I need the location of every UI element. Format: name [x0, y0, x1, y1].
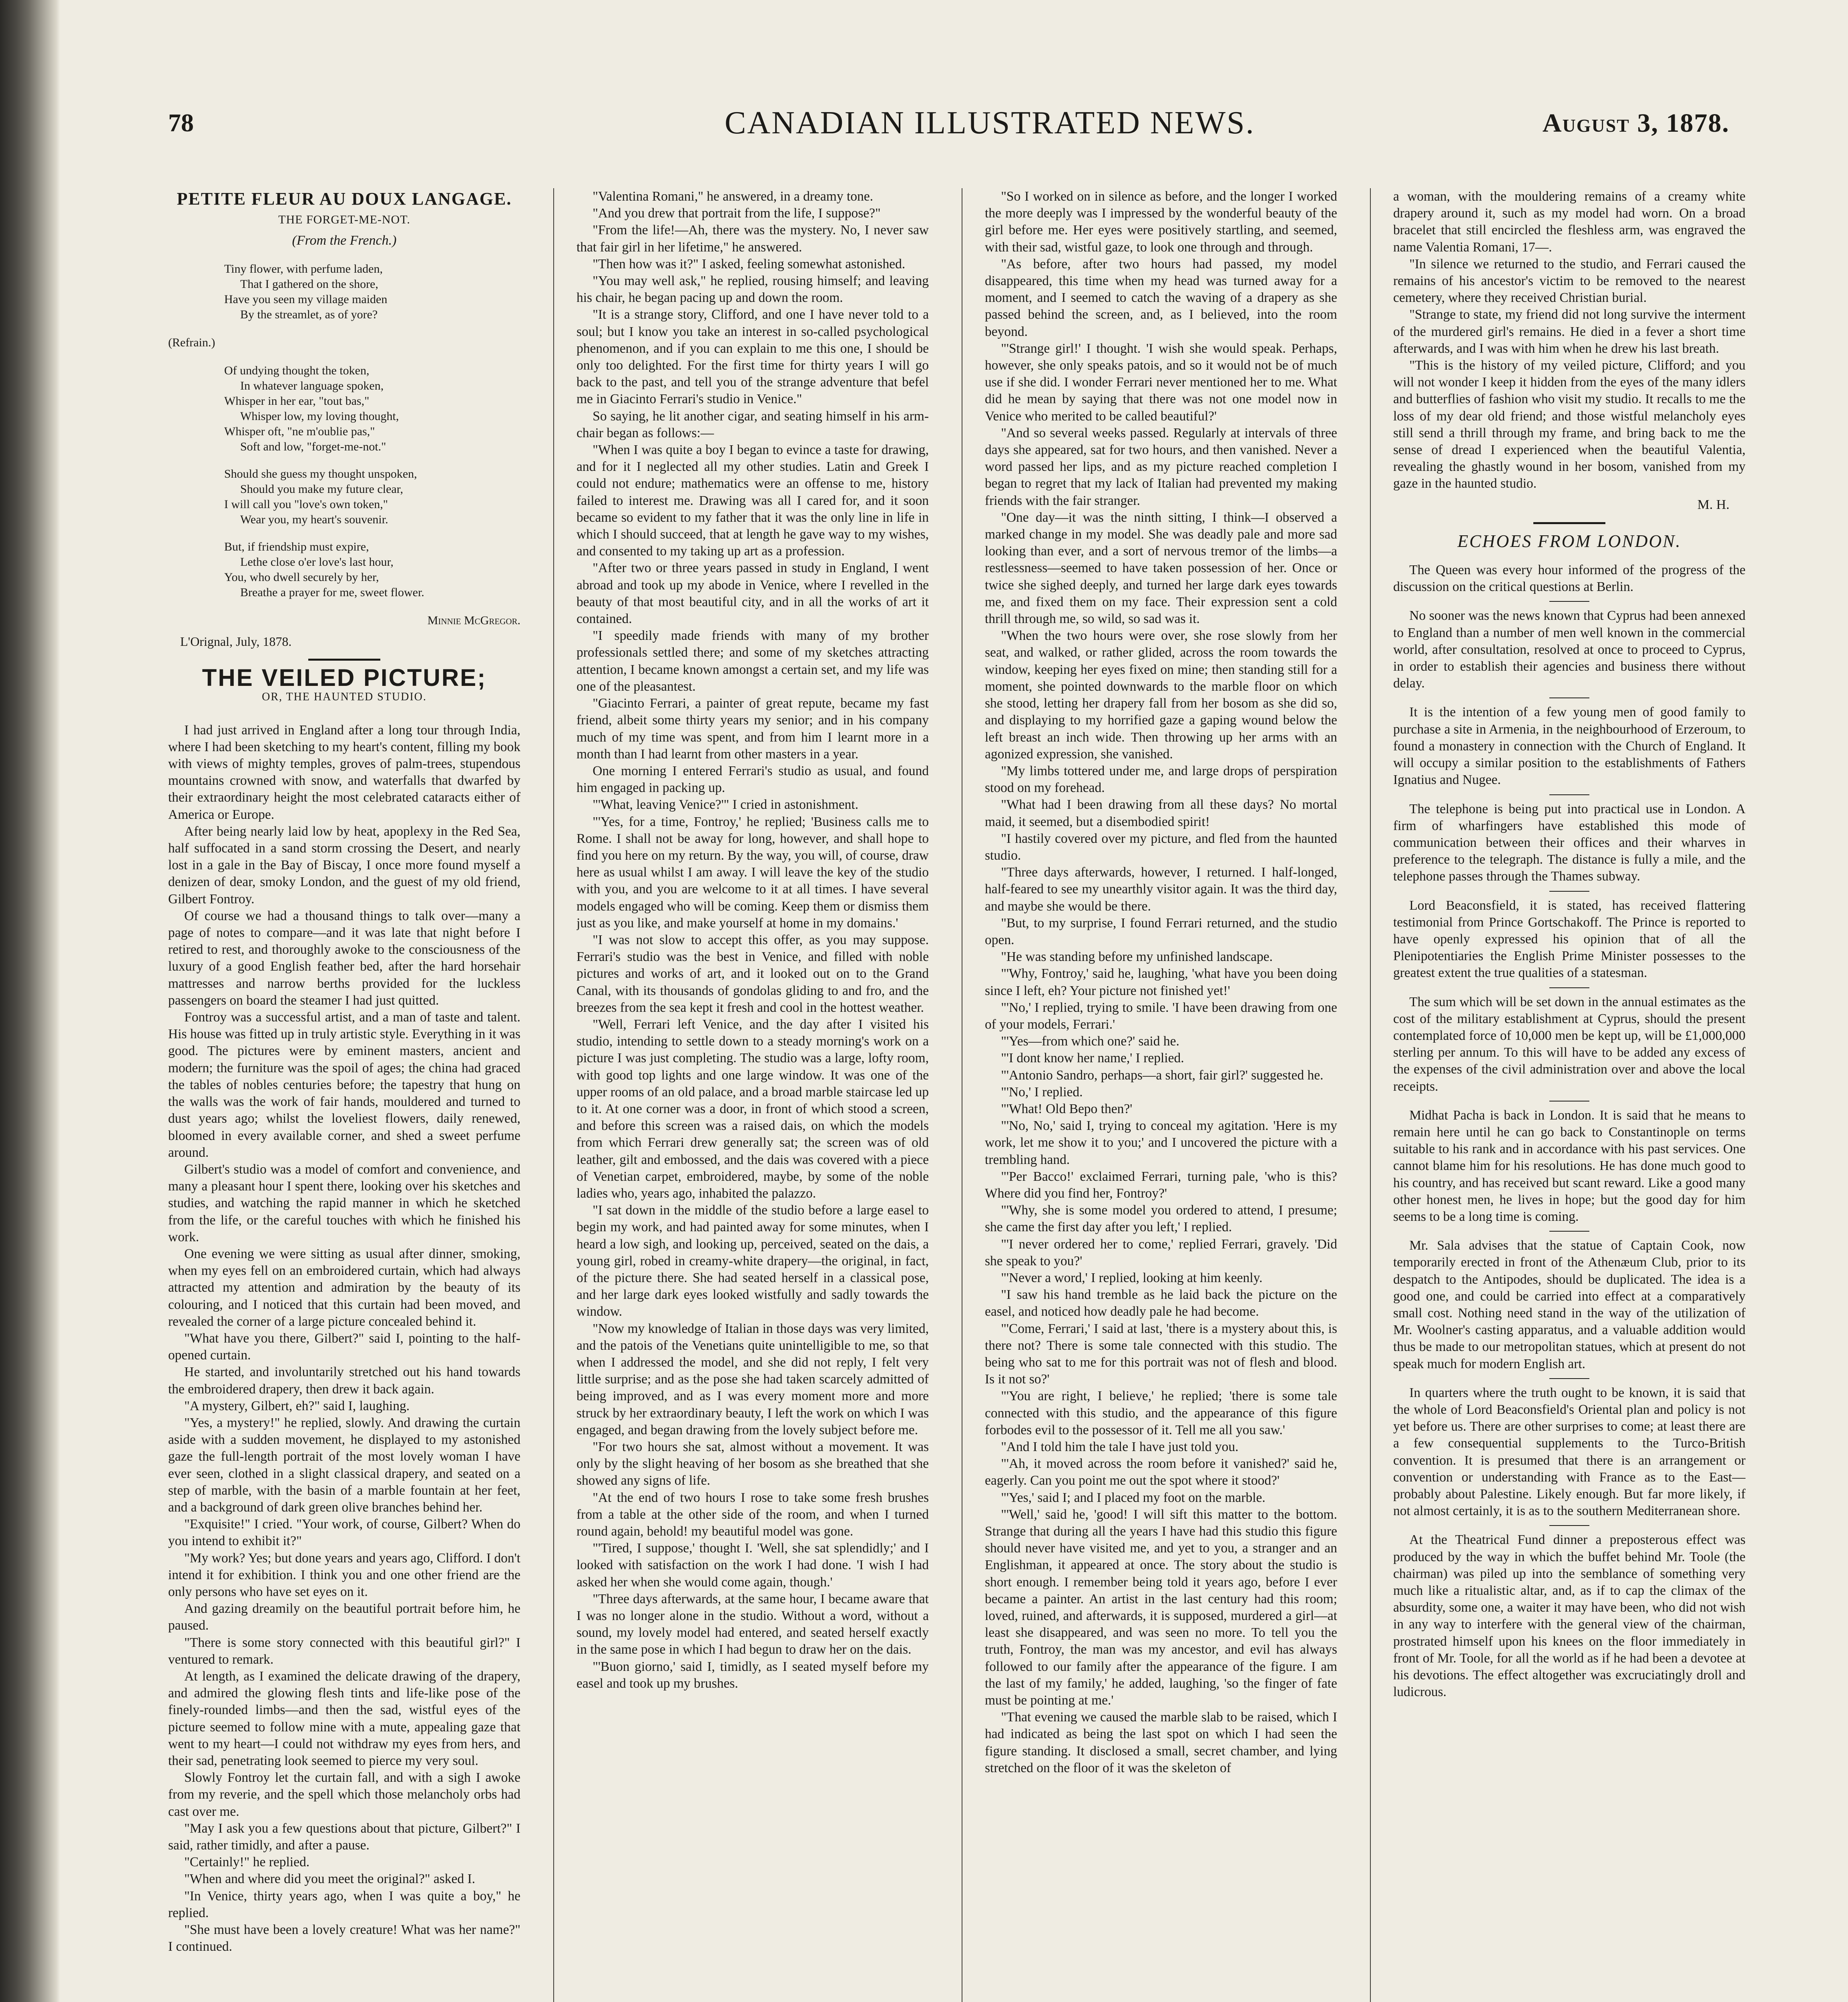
story-paragraph: "Now my knowledge of Italian in those days was very limited, and the patois of the Venetians quite unintelligible to me, so that when I addressed the model, and she did not reply, I felt very little surprise; and as the pose she had taken scarcely admitted of being improved, and as I was every moment more and more struck by her extraordinary beauty, I left the work on which I was engaged, and began drawing from the lovely subject before me. [576, 1321, 929, 1437]
story-paragraph: One evening we were sitting as usual after dinner, smoking, when my eyes fell on an embroidered curtain, which had always attracted my attention and admiration by the beauty of its colouring, and I noticed that this curtain had been moved, and revealed the corner of a large picture concealed behind it. [168, 1246, 520, 1329]
poem-source: (From the French.) [292, 233, 397, 248]
poem-author: Minnie McGregor. [427, 613, 520, 627]
story-paragraph: "'No,' I replied. [1001, 1084, 1083, 1099]
story-paragraph: "'Why, she is some model you ordered to attend, I presume; she came the first day after you left,' I replied. [985, 1203, 1337, 1235]
story-paragraph: "When I was quite a boy I began to evince a taste for drawing, and for it I neglected all my other studies. Latin and Greek I could not endure; mathematics were an offense to me, history failed to interest me. Drawing was all I cared for, and it soon became so evident to my father that it was the only line in life in which I should succeed, that at length he gave way to my wishes, and consented to my taking up art as a profession. [576, 442, 929, 559]
item-divider [1549, 794, 1589, 795]
story-paragraph: "You may well ask," he replied, rousing himself; and leaving his chair, he began pacing up and down the room. [576, 273, 929, 306]
poem-stanza [224, 466, 520, 527]
newspaper-page [60, 0, 1848, 2002]
story-paragraph: "'No, No,' said I, trying to conceal my agitation. 'Here is my work, let me show it to you;' and I uncovered the picture with a trembling hand. [985, 1118, 1337, 1167]
poem-line: By the streamlet, as of yore? [240, 308, 378, 321]
poem-line: Whisper low, my loving thought, [240, 409, 399, 423]
story-paragraph: "When the two hours were over, she rose slowly from her seat, and walked, or rather glided, across the room towards the window, keeping her eyes fixed on mine; then standing still for a moment, she pointed downwards to the marble floor on which she stood, letting her drapery fall from her bosom as she did so, and displaying to my horrified gaze a gaping wound below the left breast an inch wide. Then throwing up her arms with an agonized expression, she vanished. [985, 628, 1337, 762]
item-divider [1549, 1525, 1589, 1526]
book-binding-gutter [0, 0, 60, 2002]
story-paragraph: "'Come, Ferrari,' I said at last, 'there is a mystery about this, is there not? There is some tale connected with this studio. The being who sat to me for this portrait was not of flesh and blood. Is it not so?' [985, 1321, 1337, 1387]
story-paragraph: "'What, leaving Venice?'" I cried in astonishment. [593, 797, 859, 812]
echoes-item: The telephone is being put into practical use in London. A firm of wharfingers have established this mode of communication between their offices and their wharves in preference to the telegraph. The distance is fully a mile, and the telephone passes through the Thames subway. [1393, 801, 1746, 884]
item-divider [1549, 1101, 1589, 1102]
item-divider [1549, 891, 1589, 892]
story-paragraph: "I sat down in the middle of the studio before a large easel to begin my work, and had painted away for some minutes, when I heard a low sigh, and looking up, perceived, seated on the dais, a young girl, robed in creamy-white drapery—the original, in fact, of the picture there. She had seated herself in a classical pose, and her large dark eyes looked wistfully and sadly towards the window. [576, 1203, 929, 1319]
poem-line: Tiny flower, with perfume laden, [224, 262, 383, 275]
story-paragraph: "This is the history of my veiled picture, Clifford; and you will not wonder I keep it hidden from the eyes of the many idlers and butterflies of fashion who visit my studio. It recalls to me the loss of my dear old friend; and those wistful melancholy eyes still send a thrill through my frame, and bring back to me the sense of dread I experienced when the beautiful Valentia, revealing the ghastly wound in her bosom, vanished from my gaze in the haunted studio. [1393, 358, 1746, 491]
poem-line: Soft and low, "forget-me-not." [240, 440, 386, 453]
echoes-item: At the Theatrical Fund dinner a preposterous effect was produced by the way in which the buffet behind Mr. Toole (the chairman) was piled up into the semblance of something very much like a ritualistic altar, and, as if to cap the climax of the absurdity, some one, a waiter it may have been, who did not wish in any way to interfere with the general view of the chairman, prostrated himself upon his knees on the floor immediately in front of Mr. Toole, for all the world as if he had been a devotee at his devotions. The effect altogether was excruciatingly droll and ludicrous. [1393, 1532, 1746, 1700]
column-4 [1393, 188, 1746, 2002]
story-paragraph: "One day—it was the ninth sitting, I think—I observed a marked change in my model. She was deadly pale and more sad looking than ever, and a sort of nervous tremor of the limbs—a restlessness—seemed to have taken possession of her. Once or twice she sighed deeply, and turned her large dark eyes towards me, and fixed them on my face. Their expression sent a cold thrill through me, so wild, so sad was it. [985, 510, 1337, 627]
item-divider [1549, 1378, 1589, 1379]
story-paragraph: "In Venice, thirty years ago, when I was quite a boy," he replied. [168, 1888, 520, 1920]
poem-line: Of undying thought the token, [224, 364, 370, 377]
section-divider [1533, 522, 1605, 524]
column-2 [576, 188, 929, 2002]
story-paragraph: "My limbs tottered under me, and large drops of perspiration stood on my forehead. [985, 763, 1337, 796]
story-paragraph: "As before, after two hours had passed, my model disappeared, this time when my head was turned away for a moment, and I seemed to catch the waving of a drapery as she passed behind the screen, and, as I believed, into the room beyond. [985, 256, 1337, 339]
echoes-title: ECHOES FROM LONDON. [1457, 531, 1681, 551]
story-paragraph: "It is a strange story, Clifford, and one I have never told to a soul; but I know you take an interest in so-called psychological phenomenon, and if you can explain to me this one, I should be only too delighted. For the first time for thirty years I will go back to the past, and tell you of the strange adventure that befel me in Giacinto Ferrari's studio in Venice." [576, 307, 929, 407]
story-paragraph: "But, to my surprise, I found Ferrari returned, and the studio open. [985, 915, 1337, 947]
story-paragraph: So saying, he lit another cigar, and seating himself in his arm-chair began as follows:— [576, 408, 929, 440]
story-paragraph: One morning I entered Ferrari's studio as usual, and found him engaged in packing up. [576, 763, 929, 796]
story-paragraph: "A mystery, Gilbert, eh?" said I, laughing. [184, 1398, 410, 1413]
story-paragraph: "'Never a word,' I replied, looking at him keenly. [1001, 1270, 1263, 1285]
echoes-item: Mr. Sala advises that the statue of Captain Cook, now temporarily erected in front of the Athenæum Club, prior to its despatch to the Antipodes, should be duplicated. The idea is a good one, and could be carried into effect at a comparatively small cost. Nothing need stand in the way of the utilization of Mr. Woolner's casting apparatus, and a valuable addition would thus be made to our metropolitan statues, which at present do not speak much for modern English art. [1393, 1238, 1746, 1371]
story-paragraph: "'Ah, it moved across the room before it vanished?' said he, eagerly. Can you point me out the spot where it stood?' [985, 1456, 1337, 1488]
story-paragraph: At length, as I examined the delicate drawing of the drapery, and admired the glowing flesh tints and life-like pose of the finely-rounded limbs—and then the sad, wistful eyes of the picture seemed to follow mine with a mute, appealing gaze that went to my heart—I could not withdraw my eyes from hers, and their sad, penetrating look seemed to pierce my very soul. [168, 1669, 520, 1769]
story-paragraph: "What had I been drawing from all these days? No mortal maid, it seemed, but a disembodied spirit! [985, 797, 1337, 829]
story-paragraph: He started, and involuntarily stretched out his hand towards the embroidered drapery, then drew it back again. [168, 1365, 520, 1397]
column-rule [1370, 188, 1371, 2002]
story-paragraph: Fontroy was a successful artist, and a man of taste and talent. His house was fitted up in truly artistic style. Everything in it was good. The pictures were by eminent masters, ancient and modern; the furniture was the spoil of ages; the china had graced the tables of nobles centuries before; the tapestry that hung on the walls was the work of fair hands, mouldered and turned to dust years ago; whilst the loveliest flowers, daily renewed, bloomed in every available corner, and shed a sweet perfume around. [168, 1010, 520, 1160]
story-paragraph: "In silence we returned to the studio, and Ferrari caused the remains of his ancestor's victim to be removed to the nearest cemetery, where they received Christian burial. [1393, 256, 1746, 306]
item-divider [1549, 697, 1589, 698]
story-paragraph: "After two or three years passed in study in England, I went abroad and took up my abode in Venice, where I revelled in the beauty of that most beautiful city, and in all the works of art it contained. [576, 561, 929, 627]
story-paragraph: "I was not slow to accept this offer, as you may suppose. Ferrari's studio was the best in Venice, and filled with noble pictures and works of art, and it looked out on to the Grand Canal, with its thousands of gondolas gliding to and fro, and the breezes from the sea kept it fresh and cool in the hottest weather. [576, 932, 929, 1015]
column-3 [985, 188, 1337, 2002]
story-paragraph: "Well, Ferrari left Venice, and the day after I visited his studio, intending to settle down to a steady morning's work on a picture I was just completing. The studio was a large, lofty room, with good top lights and one large window. It was one of the upper rooms of an old palace, and a broad marble staircase led up to it. At one corner was a door, in front of which stood a screen, and before this screen was a raised dais, on which the models from which Ferrari drew generally sat; the screen was of old leather, gilt and embossed, and the dais was covered with a piece of Venetian carpet, embroidered, maybe, by some of the noble ladies who, years ago, inhabited the palazzo. [576, 1017, 929, 1201]
story-paragraph: "That evening we caused the marble slab to be raised, which I had indicated as being the last spot on which I had seen the figure standing. It disclosed a small, secret chamber, and lying stretched on the floor of it was the skeleton of [985, 1710, 1337, 1775]
echoes-item: The sum which will be set down in the annual estimates as the cost of the military establishment at Cyprus, should the present contemplated force of 10,000 men be kept up, will be £1,000,000 sterling per annum. To this will have to be added any excess of the expenses of the civil administration over and above the local receipts. [1393, 994, 1746, 1094]
story-paragraph: "My work? Yes; but done years and years ago, Clifford. I don't intend it for exhibition. I think you and one other friend are the only persons who have set eyes on it. [168, 1550, 520, 1599]
story-paragraph: "So I worked on in silence as before, and the longer I worked the more deeply was I impressed by the wonderful beauty of the girl before me. Her eyes were positively startling, and seemed, with their sad, wistful gaze, to look one through and through. [985, 189, 1337, 255]
poem-stanza [224, 363, 520, 454]
story-paragraph: Of course we had a thousand things to talk over—many a page of notes to compare—and it was late that night before I retired to rest, and thoroughly awoke to the consciousness of the luxury of a good English feather bed, after the hard horsehair mattresses and narrow berths provided for the luckless passengers on board the steamer I had just quitted. [168, 908, 520, 1008]
story-paragraph: "'Yes,' said I; and I placed my foot on the marble. [1001, 1490, 1265, 1505]
column-rule [553, 188, 554, 2002]
story-paragraph: Gilbert's studio was a model of comfort and convenience, and many a pleasant hour I spent there, looking over his sketches and studies, and watching the rapid manner in which he sketched from the life, or the careful touches with which he finished his work. [168, 1162, 520, 1244]
story-paragraph: "There is some story connected with this beautiful girl?" I ventured to remark. [168, 1635, 520, 1667]
section-divider [308, 659, 380, 661]
story-paragraph: "And I told him the tale I have just told you. [1001, 1439, 1239, 1455]
item-divider [1549, 987, 1589, 988]
story-paragraph: "Exquisite!" I cried. "Your work, of course, Gilbert? When do you intend to exhibit it?" [168, 1517, 520, 1549]
story-paragraph: "Then how was it?" I asked, feeling somewhat astonished. [593, 256, 906, 271]
poem-subtitle: THE FORGET-ME-NOT. [278, 213, 410, 227]
story-paragraph: a woman, with the mouldering remains of a creamy white drapery around it, such as my model had worn. On a broad bracelet that still encircled the fleshless arm, was engraved the name Valentia Romani, 17—. [1393, 189, 1746, 255]
story-signature: M. H. [1697, 497, 1729, 512]
echoes-item: Lord Beaconsfield, it is stated, has received flattering testimonial from Prince Gortschakoff. The Prince is reported to have openly expressed his opinion that of all the Plenipotentiaries the English Prime Minister possesses to the greatest extent the true qualities of a statesman. [1393, 898, 1746, 981]
story-paragraph: "Three days afterwards, however, I returned. I half-longed, half-feared to see my unearthly visitor again. It was the third day, and maybe she would be there. [985, 865, 1337, 914]
poem-line: Have you seen my village maiden [224, 292, 388, 306]
story-paragraph: "Strange to state, my friend did not long survive the interment of the murdered girl's remains. He died in a fever a short time afterwards, and I was with him when he drew his last breath. [1393, 307, 1746, 356]
issue-date: August 3, 1878. [1542, 109, 1729, 138]
story-paragraph: "I speedily made friends with many of my brother professionals settled there; and some of my sketches attracting attention, I became known amongst a certain set, and my life was one of the pleasantest. [576, 628, 929, 694]
story-paragraph: "He was standing before my unfinished landscape. [1001, 949, 1273, 965]
story-paragraph: After being nearly laid low by heat, apoplexy in the Red Sea, half suffocated in a sand storm crossing the Desert, and nearly lost in a gale in the Bay of Biscay, I once more found myself a denizen of dear, smoky London, and the guest of my old friend, Gilbert Fontroy. [168, 824, 520, 907]
story-paragraph: "She must have been a lovely creature! What was her name?" I continued. [168, 1922, 520, 1954]
poem-title: PETITE FLEUR AU DOUX LANGAGE. [177, 189, 512, 209]
story-paragraph: "I saw his hand tremble as he laid back the picture on the easel, and noticed how deadly pale he had become. [985, 1287, 1337, 1319]
story-paragraph: "Certainly!" he replied. [184, 1855, 310, 1870]
poem-refrain-label: (Refrain.) [168, 336, 215, 349]
item-divider [1549, 601, 1589, 602]
poem-place-date: L'Orignal, July, 1878. [180, 634, 292, 649]
poem-line: That I gathered on the shore, [240, 277, 378, 291]
story-paragraph: "Valentina Romani," he answered, in a dreamy tone. [593, 189, 874, 204]
story-paragraph: "'Buon giorno,' said I, timidly, as I seated myself before my easel and took up my brushes. [576, 1659, 929, 1691]
story-paragraph: "From the life!—Ah, there was the mystery. No, I never saw that fair girl in her lifetime," he answered. [576, 223, 929, 255]
echoes-item: It is the intention of a few young men of good family to purchase a site in Armenia, in the neighbourhood of Erzeroum, to found a monastery in connection with the Church of England. It will occupy a similar position to the establishments of Fathers Ignatius and Nugee. [1393, 705, 1746, 788]
story-paragraph: And gazing dreamily on the beautiful portrait before him, he paused. [168, 1601, 520, 1633]
column-1 [168, 188, 520, 2002]
story-paragraph: "'Strange girl!' I thought. 'I wish she would speak. Perhaps, however, she only speaks patois, and so it would not be of much use if she did. I wonder Ferrari never mentioned her to me. What did he mean by saying that there was not one model now in Venice who merited to be called beautiful?' [985, 341, 1337, 424]
story-paragraph: "Giacinto Ferrari, a painter of great repute, became my fast friend, albeit some thirty years my senior; and in his company much of my time was spent, and from him I learnt more in a month than I had learnt from other masters in a year. [576, 696, 929, 762]
story-paragraph: "'Yes, for a time, Fontroy,' he replied; 'Business calls me to Rome. I shall not be away for long, however, and shall hope to find you here on my return. By the way, you will, of course, draw here as usual whilst I am away. I will leave the key of the studio with you, and you are welcome to it at all times. I have several models engaged who will be coming. Keep them or dismiss them just as you like, and make yourself at home in my domains.' [576, 814, 929, 931]
story-paragraph: "'Tired, I suppose,' thought I. 'Well, she sat splendidly;' and I looked with satisfaction on the work I had done. 'I wish I had asked her when she would come again, though.' [576, 1541, 929, 1590]
story-paragraph: "'I dont know her name,' I replied. [1001, 1051, 1184, 1066]
poem-line: Whisper oft, "ne m'oublie pas," [224, 424, 375, 438]
story-paragraph: "'Per Bacco!' exclaimed Ferrari, turning pale, 'who is this? Where did you find her, Fontroy?' [985, 1169, 1337, 1201]
story-paragraph: "Three days afterwards, at the same hour, I became aware that I was no longer alone in the studio. Without a word, without a sound, my lovely model had entered, and seated herself exactly in the same pose in which I had begun to draw her on the dais. [576, 1591, 929, 1657]
poem-line: Breathe a prayer for me, sweet flower. [240, 585, 424, 599]
poem-line: In whatever language spoken, [240, 379, 384, 392]
poem-stanza [224, 261, 520, 322]
poem-line: But, if friendship must expire, [224, 540, 369, 553]
story-paragraph: "And you drew that portrait from the life, I suppose?" [593, 206, 881, 221]
echoes-item: The Queen was every hour informed of the progress of the discussion on the critical questions at Berlin. [1393, 563, 1746, 595]
story-paragraph: Slowly Fontroy let the curtain fall, and with a sigh I awoke from my reverie, and the spell which those melancholy orbs had cast over me. [168, 1770, 520, 1819]
poem-line: Should you make my future clear, [240, 482, 404, 496]
story-paragraph: "'You are right, I believe,' he replied; 'there is some tale connected with this studio, and the appearance of this figure forbodes evil to the possessor of it. Tell me all you saw.' [985, 1389, 1337, 1437]
poem-line: Wear you, my heart's souvenir. [240, 513, 388, 526]
story-paragraph: "'What! Old Bepo then?' [1001, 1101, 1133, 1116]
item-divider [1549, 1231, 1589, 1232]
story-paragraph: "I hastily covered over my picture, and fled from the haunted studio. [985, 831, 1337, 863]
story-paragraph: "And so several weeks passed. Regularly at intervals of three days she appeared, sat for two hours, and then vanished. Never a word passed her lips, and as my picture reached completion I began to regret that my lack of Italian had prevented my making friends with the fair stranger. [985, 425, 1337, 508]
echoes-item: No sooner was the news known that Cyprus had been annexed to England than a number of men well known in the commercial world, after consultation, resolved at once to proceed to Cyprus, in order to establish their agencies and business there without delay. [1393, 608, 1746, 691]
story-paragraph: "At the end of two hours I rose to take some fresh brushes from a table at the other side of the room, and when I turned round again, behold! my beautiful model was gone. [576, 1490, 929, 1539]
story-paragraph: "'No,' I replied, trying to smile. 'I have been drawing from one of your models, Ferrari.' [985, 1000, 1337, 1032]
poem-line: Lethe close o'er love's last hour, [240, 555, 394, 569]
story-paragraph: "Yes, a mystery!" he replied, slowly. And drawing the curtain aside with a sudden movement, he displayed to my astonished gaze the full-length portrait of the most lovely woman I have ever seen, clothed in a slight classical drapery, and seated on a step of marble, with the basin of a marble fountain at her feet, and a background of dark green olive branches behind her. [168, 1415, 520, 1515]
page-number: 78 [168, 109, 194, 137]
story-paragraph: "'Antonio Sandro, perhaps—a short, fair girl?' suggested he. [1001, 1067, 1324, 1083]
echoes-item: In quarters where the truth ought to be known, it is said that the whole of Lord Beaconsfield's Oriental plan and policy is not yet before us. There are other surprises to come; at least there are a few consequential supplements to the Turco-British convention. It is presumed that there is an arrangement or convention or understanding with France as to the East—probably about Palestine. Likely enough. But far more likely, if not almost certainly, it is as to the southern Mediterranean shore. [1393, 1385, 1746, 1519]
story-paragraph: "May I ask you a few questions about that picture, Gilbert?" I said, rather timidly, and after a pause. [168, 1821, 520, 1853]
page-header [168, 105, 1729, 164]
poem-line: Should she guess my thought unspoken, [224, 467, 417, 480]
poem-stanza [224, 539, 520, 600]
poem-line: I will call you "love's own token," [224, 497, 388, 511]
story-paragraph: "'I never ordered her to come,' replied Ferrari, gravely. 'Did she speak to you?' [985, 1236, 1337, 1268]
poem-line: You, who dwell securely by her, [224, 570, 379, 584]
story-paragraph: "For two hours she sat, almost without a movement. It was only by the slight heaving of her bosom as she breathed that she showed any signs of life. [576, 1439, 929, 1488]
story-subtitle: OR, THE HAUNTED STUDIO. [262, 691, 427, 704]
story-paragraph: "When and where did you meet the original?" asked I. [184, 1871, 476, 1887]
story-paragraph: "'Well,' said he, 'good! I will sift this matter to the bottom. Strange that during all the years I have had this studio this figure should never have visited me, and yet to you, a stranger and an Englishman, it appeared at once. The story about the studio is short enough. I remember being told it years ago, before I ever became a painter. An artist in the last century had this room; loved, ruined, and afterwards, it is supposed, murdered a girl—at least she disappeared, and was seen no more. To tell you the truth, Fontroy, the man was my ancestor, and evil has always followed to our family after the appearance of the figure. I am the last of my family,' he added, laughing, 'so the finger of fate must be pointing at me.' [985, 1507, 1337, 1708]
masthead: CANADIAN ILLUSTRATED NEWS. [725, 105, 1255, 141]
story-paragraph: "What have you there, Gilbert?" said I, pointing to the half-opened curtain. [168, 1331, 520, 1363]
story-paragraph: "'Why, Fontroy,' said he, laughing, 'what have you been doing since I left, eh? Your picture not finished yet!' [985, 966, 1337, 998]
story-paragraph: I had just arrived in England after a long tour through India, where I had been sketching to my heart's content, filling my book with views of mighty temples, groves of palm-trees, stupendous mountains crowned with snow, and waterfalls that dwarfed by their extraordinary height the most celebrated cataracts either of America or Europe. [168, 722, 520, 822]
echoes-item: Midhat Pacha is back in London. It is said that he means to remain here until he can go back to Constantinople on terms suitable to his rank and in accordance with his past services. One cannot blame him for his resolutions. He has done much good to his country, and has received but scant reward. Like a good many other honest men, he lives in hope; but the good day for him seems to be a long time is coming. [1393, 1108, 1746, 1224]
story-paragraph: "'Yes—from which one?' said he. [1001, 1034, 1179, 1049]
story-title: THE VEILED PICTURE; [202, 664, 487, 691]
poem-line: Whisper in her ear, "tout bas," [224, 394, 370, 408]
